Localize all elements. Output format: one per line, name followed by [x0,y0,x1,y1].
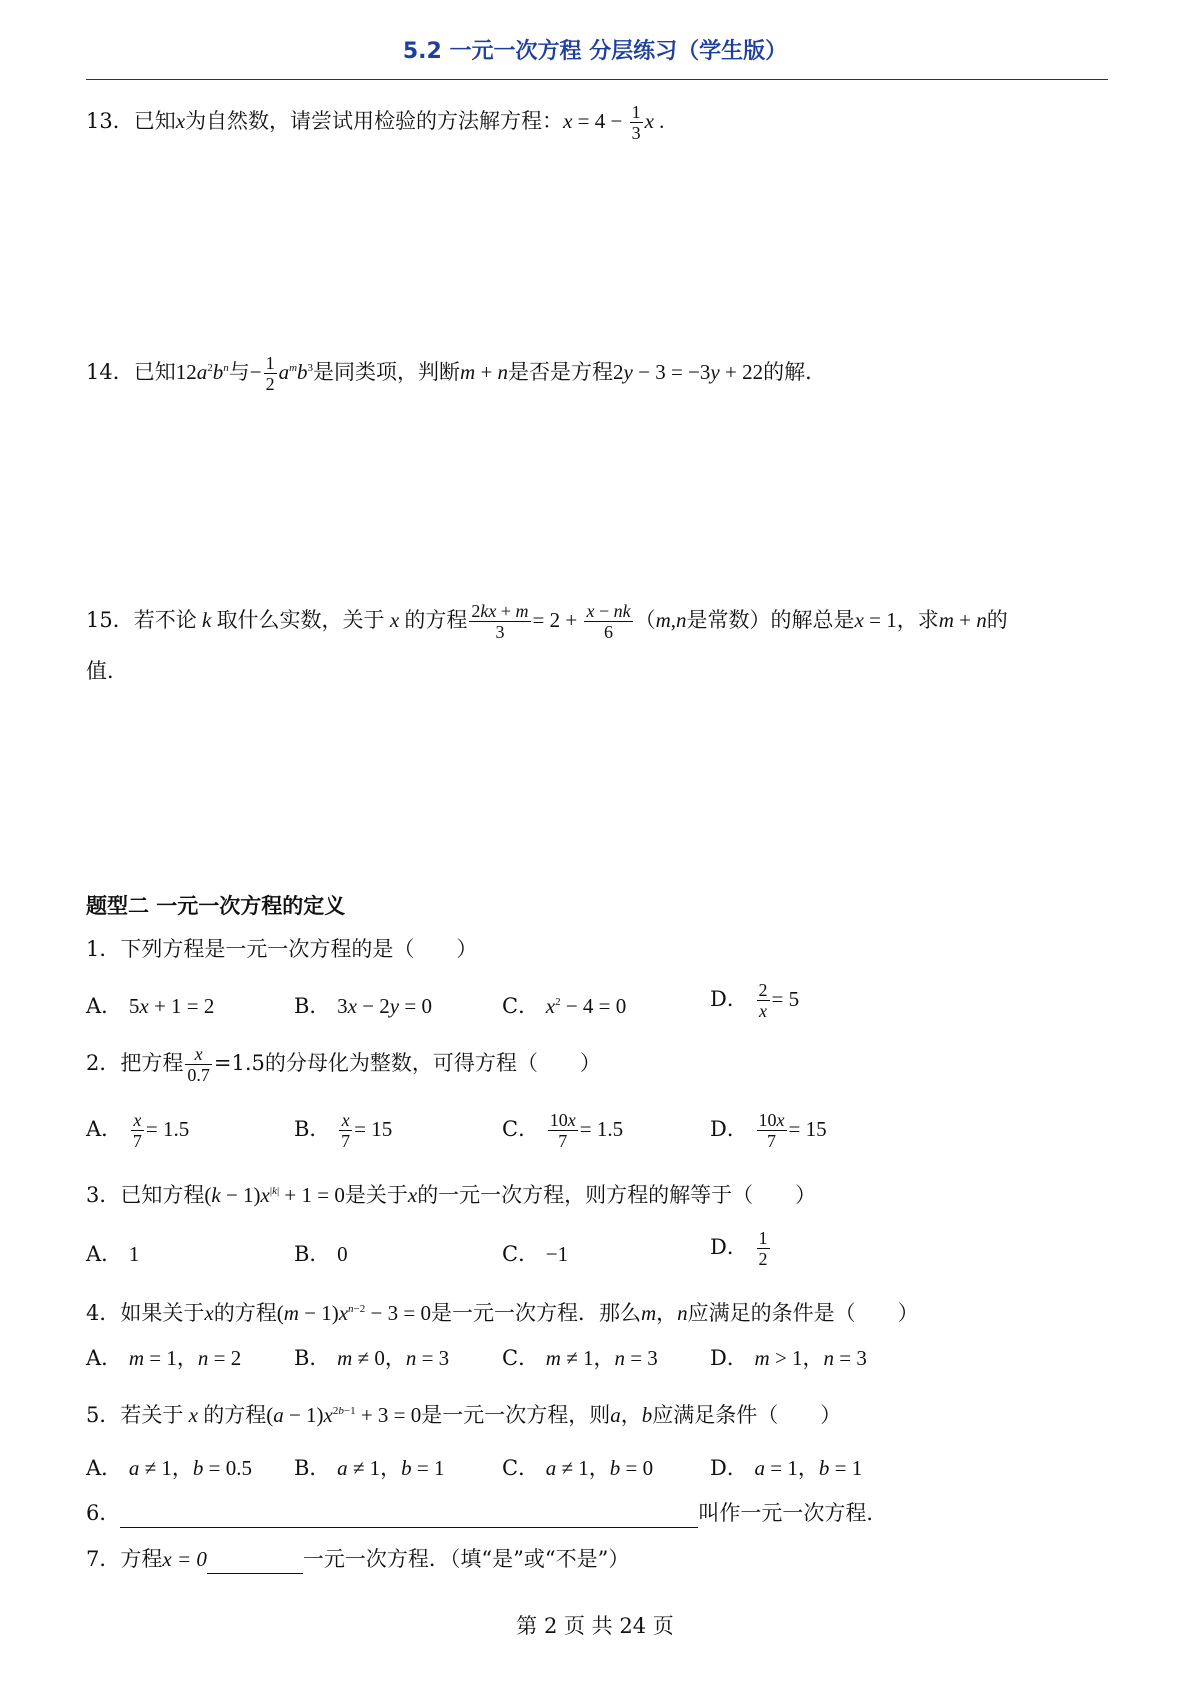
p5-option-a[interactable]: A． a ≠ 1，b = 0.5 [86,1456,252,1480]
q15-t4: 是常数）的解总是 [686,608,855,632]
p2-option-b[interactable]: B． $\frac{x}{7}$ = 15 [294,1110,393,1151]
problem-7: 7．方程x = 0 一元一次方程．（填“是”或“不是”） [86,1544,629,1574]
section-title: 题型二 一元一次方程的定义 [86,894,346,918]
p1-option-a[interactable]: A． 5x + 1 = 2 [86,994,215,1018]
p5-option-b[interactable]: B． a ≠ 1，b = 1 [294,1456,445,1480]
problem-1-stem: 1．下列方程是一元一次方程的是（ ） [86,937,478,961]
q14-prefix: 14．已知 [86,360,176,384]
q15-line2: 值． [86,659,128,683]
p7-answer-blank[interactable] [207,1549,303,1574]
problem-2-stem: 2．把方程 $\frac{x}{0.7}$ =1.5的分母化为整数，可得方程（ ） [86,1044,601,1085]
p5-option-d[interactable]: D． a = 1，b = 1 [710,1456,863,1480]
p1-option-b[interactable]: B． 3x − 2y = 0 [294,994,432,1018]
q15-t5: ，求 [896,608,939,632]
problem-3-stem: 3．已知方程$(k - 1)x^{|k|} + 1 = 0$是关于x的一元一次方程，则方程的解等于（ ） [86,1183,817,1207]
p4-option-d[interactable]: D． m > 1，n = 3 [710,1346,867,1370]
p3-option-c[interactable]: C． −1 [502,1242,569,1266]
question-14: 14．已知$12a^2b^n$与− $\frac{1}{2}$ $a^mb^3$是同类项，判断m + n是否是方程2y − 3 = −3y + 22的解． [86,353,827,394]
question-15: 15．若不论 k 取什么实数，关于 x 的方程 $\frac{2kx + m}{3}$ = 2 + $\frac{x - nk}{6}$ （m,n是常数）的解总是x = 1，求m + n的 [86,601,1008,642]
question-13: 13．已知x为自然数，请尝试用检验的方法解方程：x = 4 − $\frac{1}{3}$ x . [86,102,665,143]
p4-option-a[interactable]: A． m = 1，n = 2 [86,1346,242,1370]
q15-t2: 的方程 [404,608,468,632]
q14-text4: 的解． [763,360,827,384]
p6-answer-blank[interactable] [120,1503,698,1528]
p4-option-b[interactable]: B． m ≠ 0，n = 3 [294,1346,450,1370]
problem-4-stem: 4．如果关于x的方程$(m - 1)x^{n-2} - 3 = 0$是一元一次方程．那么m，n应满足的条件是（ ） [86,1301,919,1325]
page-footer: 第 2 页 共 24 页 [516,1614,674,1638]
q13-prefix: 13．已知 [86,109,176,133]
p1-option-c[interactable]: C． $x^2 - 4 = 0$ [502,994,627,1018]
q15-prefix: 15．若不论 [86,608,197,632]
p5-option-c[interactable]: C． a ≠ 1，b = 0 [502,1456,654,1480]
p3-option-b[interactable]: B． 0 [294,1242,348,1266]
q15-t3: （ [634,608,656,632]
p2-option-a[interactable]: A． $\frac{x}{7}$ = 1.5 [86,1110,190,1151]
p2-option-d[interactable]: D． $\frac{10x}{7}$ = 15 [710,1110,827,1151]
q13-text: 为自然数，请尝试用检验的方法解方程： [185,109,564,133]
p3-option-d[interactable]: D． $\frac{1}{2}$ [710,1228,768,1269]
q15-t1: 取什么实数，关于 [216,608,385,632]
q15-t6: 的 [986,608,1008,632]
q14-text2: 是同类项，判断 [313,360,461,384]
p2-option-c[interactable]: C． $\frac{10x}{7}$ = 1.5 [502,1110,624,1151]
page-header-title: 5.2 一元一次方程 分层练习（学生版） [402,39,788,64]
problem-5-stem: 5．若关于 x 的方程$(a - 1)x^{2b-1} + 3 = 0$是一元一次方程，则a，b应满足条件（ ） [86,1403,842,1427]
q14-text1: 与 [228,360,250,384]
p3-option-a[interactable]: A． 1 [86,1242,140,1266]
problem-6: 6． 叫作一元一次方程． [86,1498,887,1528]
q14-text3: 是否是方程 [508,360,614,384]
p1-option-d[interactable]: D． $\frac{2}{x}$ = 5 [710,980,800,1021]
header-rule [86,79,1108,80]
p4-option-c[interactable]: C． m ≠ 1，n = 3 [502,1346,658,1370]
